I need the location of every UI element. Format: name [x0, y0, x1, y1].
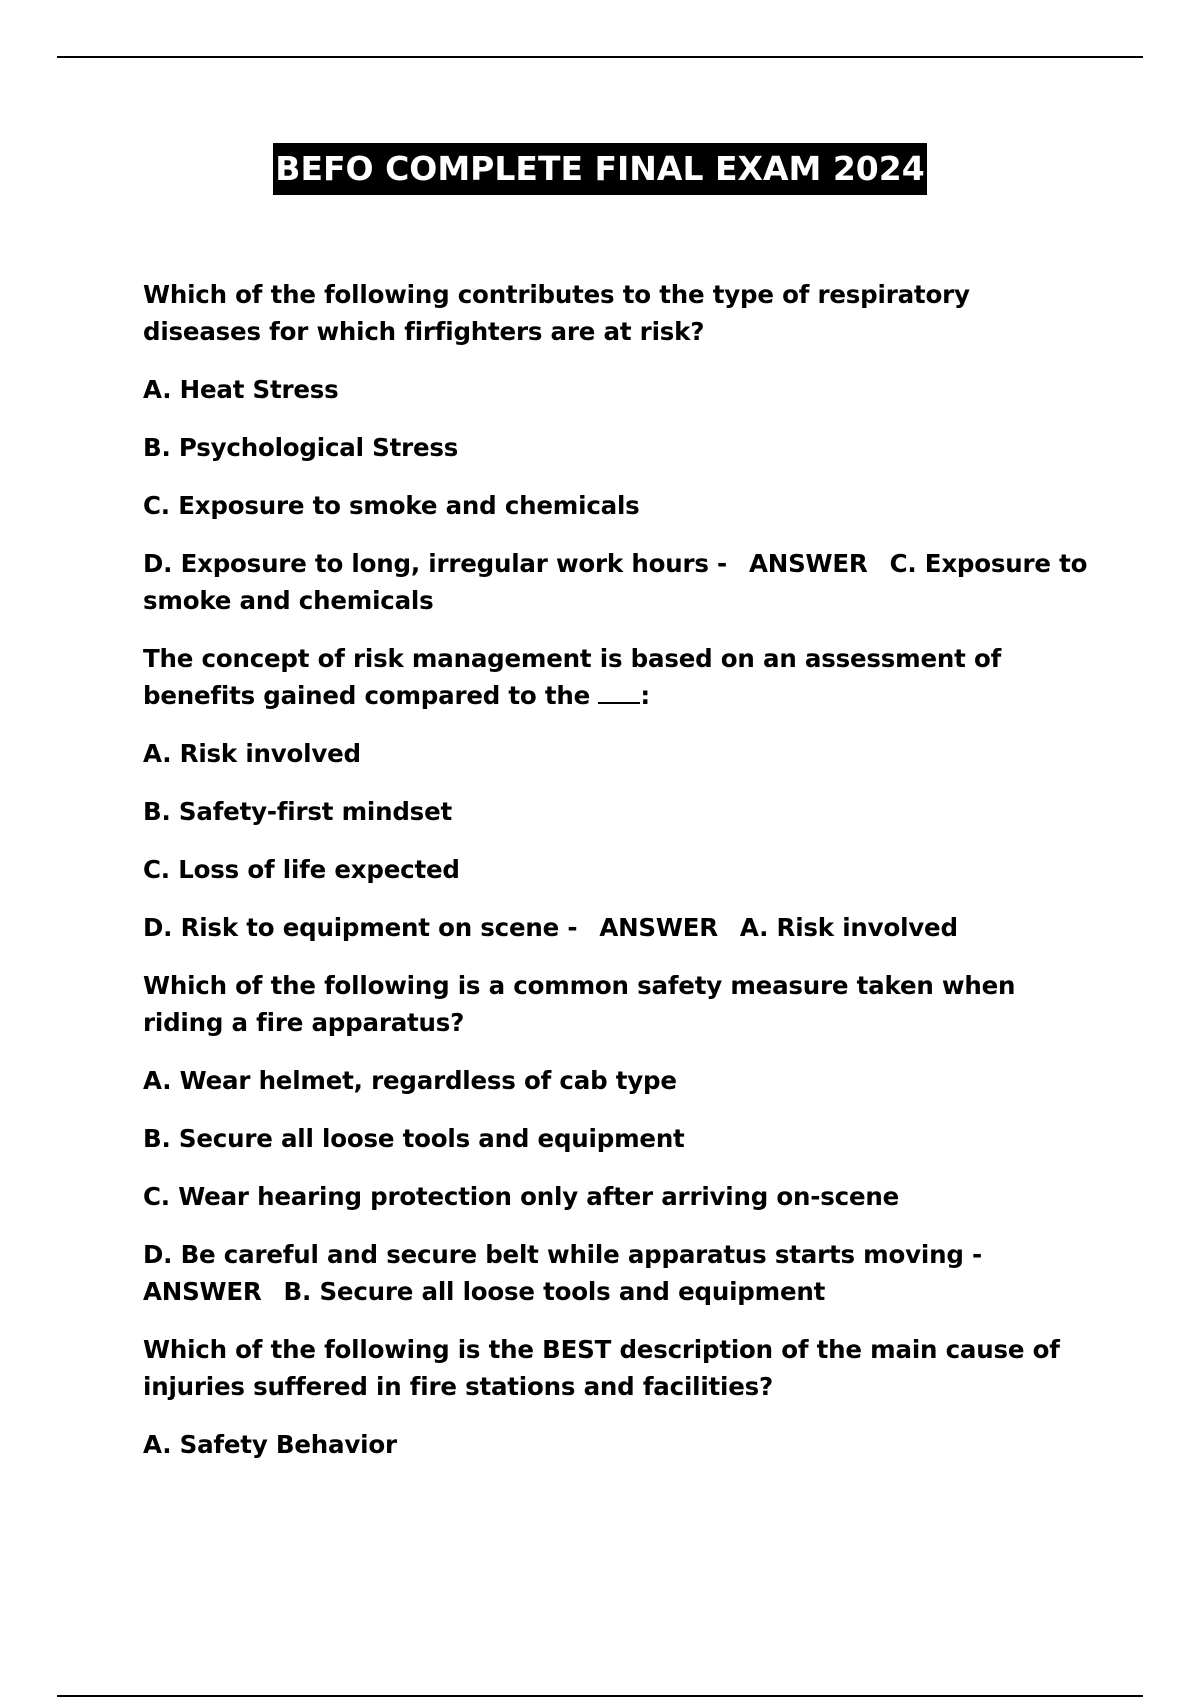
answer-option: D. Exposure to long, irregular work hours -	[143, 549, 728, 578]
answer-option: A. Risk involved	[143, 739, 361, 768]
fill-in-blank	[598, 702, 640, 704]
answer-option: B. Secure all loose tools and equipment	[143, 1124, 685, 1153]
answer-option: C. Exposure to smoke and chemicals	[143, 491, 640, 520]
answer-option: C. Loss of life expected	[143, 855, 460, 884]
question-prompt: Which of the following is a common safety measure taken when riding a fire apparatus?	[143, 971, 1016, 1037]
answer-text: A. Risk involved	[739, 913, 958, 942]
answer-text: B. Secure all loose tools and equipment	[283, 1277, 826, 1306]
answer-option-with-answer	[143, 909, 1093, 946]
document-title: BEFO COMPLETE FINAL EXAM 2024	[273, 143, 926, 195]
answer-option: D. Risk to equipment on scene -	[143, 913, 578, 942]
question-prompt-end: :	[640, 681, 651, 710]
answer-text: C. Exposure to smoke and chemicals	[143, 549, 1088, 615]
answer-option-with-answer	[143, 545, 1093, 619]
answer-option: C. Wear hearing protection only after arriving on-scene	[143, 1182, 900, 1211]
bottom-rule	[57, 1695, 1143, 1697]
answer-label: ANSWER	[143, 1277, 262, 1306]
answer-label: ANSWER	[749, 549, 868, 578]
title-block	[0, 143, 1200, 195]
answer-option: D. Be careful and secure belt while apparatus starts moving -	[143, 1240, 982, 1269]
answer-option: A. Safety Behavior	[143, 1430, 397, 1459]
question-prompt: Which of the following contributes to the type of respiratory diseases for which firfighters are at risk?	[143, 280, 970, 346]
answer-option: B. Psychological Stress	[143, 433, 459, 462]
question-prompt	[143, 640, 1093, 714]
answer-option: A. Wear helmet, regardless of cab type	[143, 1066, 677, 1095]
answer-label: ANSWER	[599, 913, 718, 942]
answer-option: A. Heat Stress	[143, 375, 339, 404]
question-prompt-text: The concept of risk management is based on an assessment of benefits gained compared to the	[143, 644, 1002, 710]
answer-option-with-answer	[143, 1236, 1093, 1310]
exam-content	[143, 276, 1093, 1484]
answer-option: B. Safety-first mindset	[143, 797, 452, 826]
top-rule	[57, 56, 1143, 58]
question-prompt: Which of the following is the BEST description of the main cause of injuries suffered in fire stations and facilities?	[143, 1335, 1060, 1401]
